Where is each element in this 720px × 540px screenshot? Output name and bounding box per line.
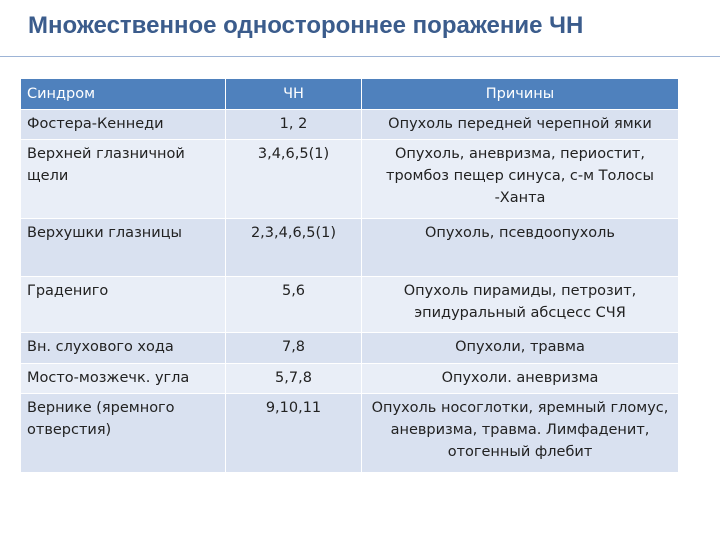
header-nerves: ЧН xyxy=(226,79,362,110)
cell-nerves: 7,8 xyxy=(226,333,362,364)
cell-nerves: 3,4,6,5(1) xyxy=(226,140,362,219)
cell-nerves: 5,6 xyxy=(226,277,362,333)
table-row xyxy=(21,110,679,140)
cell-causes: Опухоли. аневризма xyxy=(362,364,679,394)
cell-nerves: 1, 2 xyxy=(226,110,362,140)
cell-syndrome: Вн. слухового хода xyxy=(21,333,226,364)
cell-causes: Опухоли, травма xyxy=(362,333,679,364)
cell-causes: Опухоль, псевдоопухоль xyxy=(362,219,679,277)
title-divider xyxy=(0,56,720,57)
header-syndrome: Синдром xyxy=(21,79,226,110)
table-row xyxy=(21,219,679,277)
cell-nerves: 5,7,8 xyxy=(226,364,362,394)
cell-syndrome: Верхней глазничной щели xyxy=(21,140,226,219)
table-row xyxy=(21,333,679,364)
cell-causes: Опухоль, аневризма, периостит, тромбоз пещер синуса, с-м Толосы -Ханта xyxy=(362,140,679,219)
cell-syndrome: Мосто-мозжечк. угла xyxy=(21,364,226,394)
syndromes-table xyxy=(20,78,679,473)
table-row xyxy=(21,364,679,394)
table-row xyxy=(21,140,679,219)
cell-syndrome: Фостера-Кеннеди xyxy=(21,110,226,140)
cell-causes: Опухоль передней черепной ямки xyxy=(362,110,679,140)
cell-syndrome: Вернике (яремного отверстия) xyxy=(21,394,226,473)
cell-nerves: 2,3,4,6,5(1) xyxy=(226,219,362,277)
table-row xyxy=(21,394,679,473)
cell-syndrome: Градениго xyxy=(21,277,226,333)
page-title: Множественное одностороннее поражение ЧН xyxy=(28,12,584,39)
table-header-row xyxy=(21,79,679,110)
header-causes: Причины xyxy=(362,79,679,110)
cell-causes: Опухоль носоглотки, яремный гломус, аневризма, травма. Лимфаденит, отогенный флебит xyxy=(362,394,679,473)
table-row xyxy=(21,277,679,333)
cell-nerves: 9,10,11 xyxy=(226,394,362,473)
cell-causes: Опухоль пирамиды, петрозит, эпидуральный абсцесс СЧЯ xyxy=(362,277,679,333)
cell-syndrome: Верхушки глазницы xyxy=(21,219,226,277)
